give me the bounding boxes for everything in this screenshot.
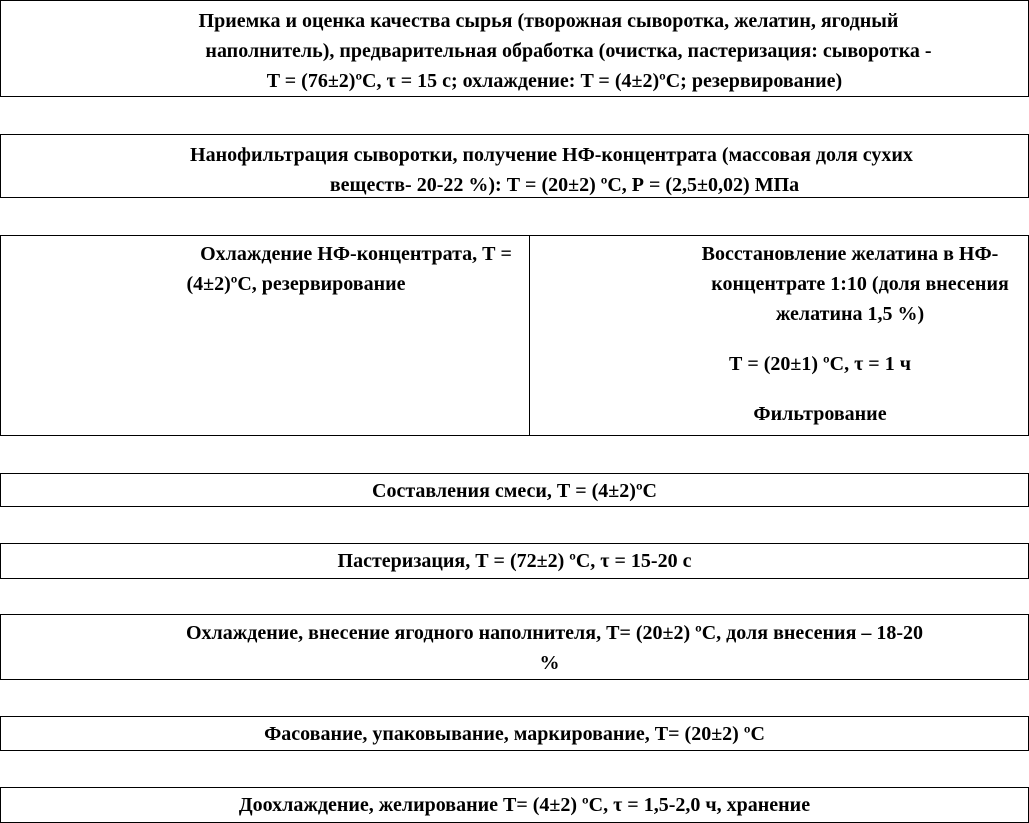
step-text-line: Приемка и оценка качества сырья (творожная сыворотка, желатин, ягодный xyxy=(198,10,899,32)
step-text-line: желатина 1,5 %) xyxy=(775,303,925,325)
step-text-line: концентрате 1:10 (доля внесения xyxy=(711,273,1009,295)
step-cooling-concentrate-cell xyxy=(1,236,530,435)
step-text-line: Восстановление желатина в НФ- xyxy=(701,243,999,265)
step-cooling-filler-box xyxy=(0,614,1029,680)
step-text-line: веществ- 20-22 %): Т = (20±2) ºС, Р = (2,5±0,02) МПа xyxy=(329,174,800,196)
step-text-line: наполнитель), предварительная обработка (очистка, пастеризация: сыворотка - xyxy=(205,40,932,62)
step-packaging-box xyxy=(0,716,1029,751)
step-nanofiltration-box xyxy=(0,134,1029,198)
step-text-line: Пастеризация, Т = (72±2) ºС, τ = 15-20 с xyxy=(337,550,692,572)
step-text-line: (4±2)ºС, резервирование xyxy=(186,273,406,295)
step-text-line: Охлаждение НФ-концентрата, Т = xyxy=(200,243,512,265)
step-text-line: Доохлаждение, желирование Т= (4±2) ºС, τ = 1,5-2,0 ч, хранение xyxy=(238,794,811,816)
step-text-line: T = (76±2)ºС, τ = 15 с; охлаждение: T = (4±2)ºС; резервирование) xyxy=(266,70,843,92)
step-filtering-line: Фильтрование xyxy=(753,403,887,425)
step-conditions-line: Т = (20±1) ºС, τ = 1 ч xyxy=(729,353,911,375)
step-gelation-storage-box xyxy=(0,787,1029,823)
step-split-box xyxy=(0,235,1029,436)
step-pasteurization-box xyxy=(0,543,1029,579)
step-acceptance-box xyxy=(0,0,1029,97)
step-mixing-box xyxy=(0,473,1029,507)
step-text-line: Фасование, упаковывание, маркирование, Т= (20±2) ºС xyxy=(264,723,765,745)
step-text-line: Нанофильтрация сыворотки, получение НФ-концентрата (массовая доля сухих xyxy=(190,144,913,166)
step-text-line: Составления смеси, Т = (4±2)ºС xyxy=(372,480,657,502)
step-text-line: Охлаждение, внесение ягодного наполнителя, Т= (20±2) ºС, доля внесения – 18-20 xyxy=(185,622,924,644)
step-text-line: % xyxy=(539,652,560,674)
step-gelatin-restoration-cell xyxy=(530,236,1028,435)
